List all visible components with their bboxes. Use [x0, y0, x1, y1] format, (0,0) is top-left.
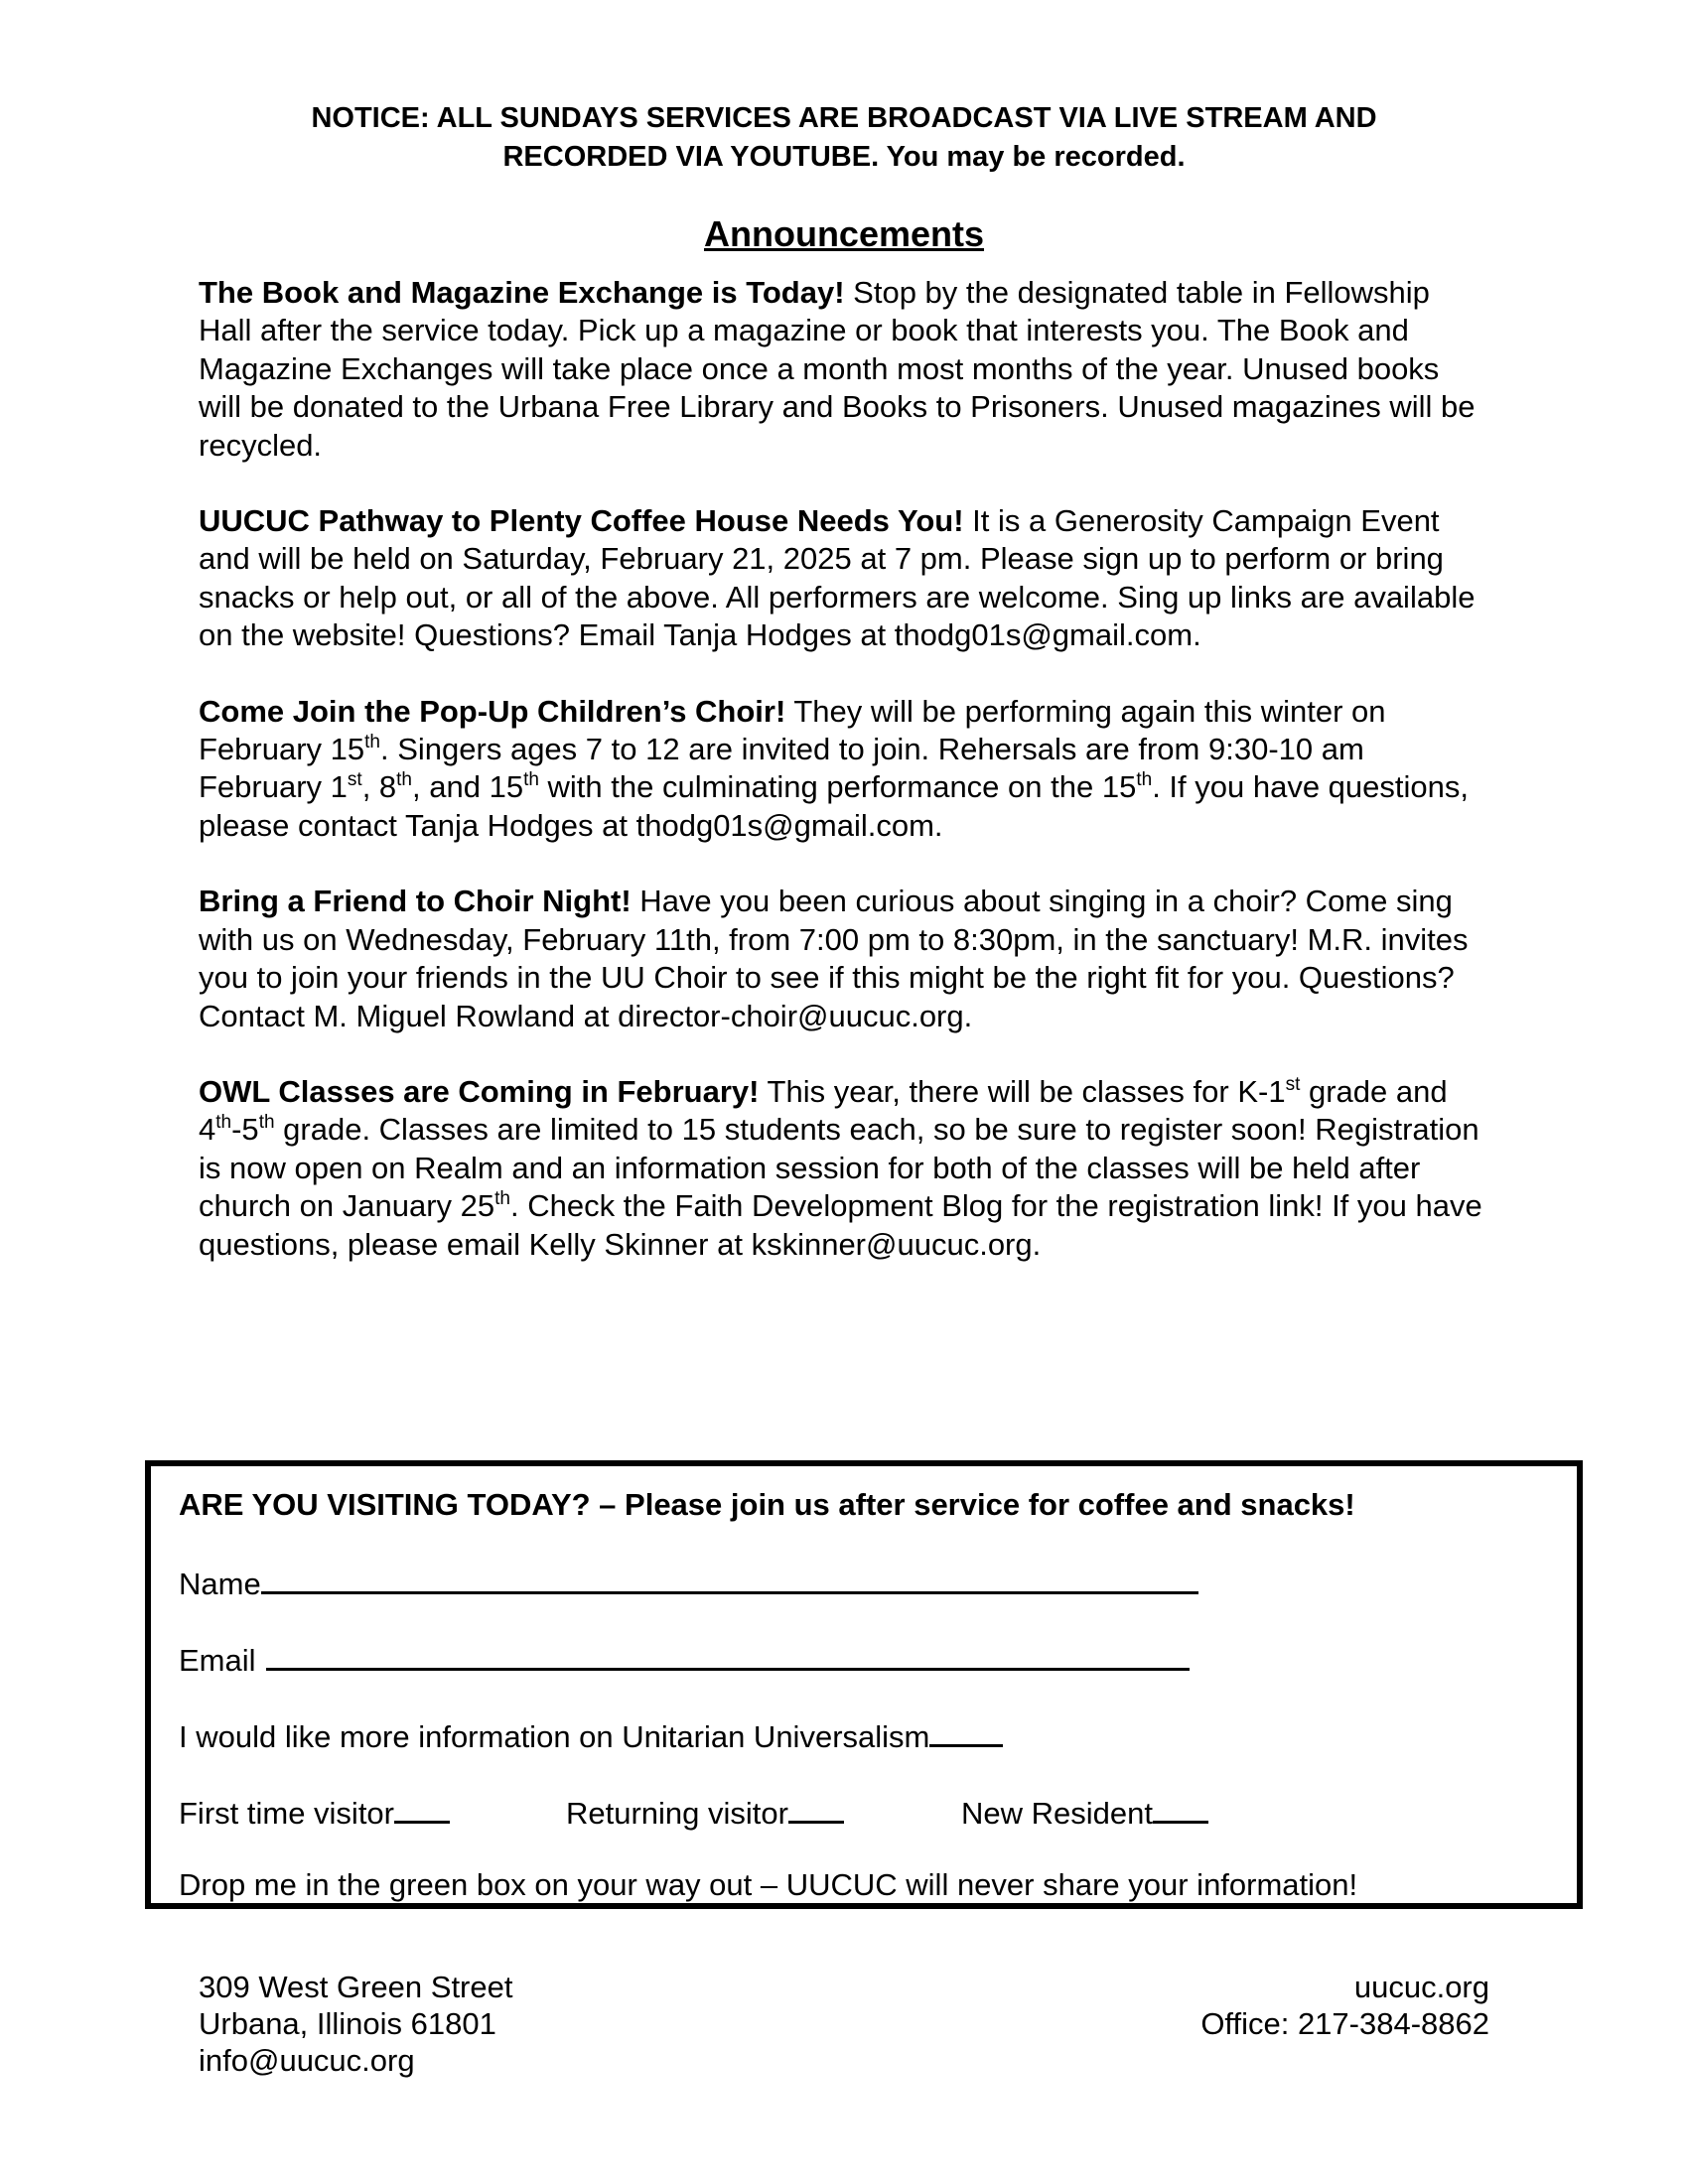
drop-instructions: Drop me in the green box on your way out – UUCUC will never share your information! — [179, 1867, 1358, 1902]
first-time-row — [179, 1791, 450, 1833]
announcement-text: grade and 4 — [199, 1073, 1448, 1148]
announcement-text: This year, there will be classes for K-1 — [759, 1073, 1286, 1109]
page-title: Announcements — [703, 213, 985, 254]
announcement-text: . If you have questions, please contact Tanja Hodges at thodg01s@gmail.com. — [199, 769, 1469, 843]
announcement-childrens-choir — [199, 693, 1489, 846]
address-line-1: 309 West Green Street — [199, 1970, 513, 2004]
info-checkbox-line[interactable] — [929, 1714, 1003, 1747]
announcement-text: , 8 — [361, 769, 397, 805]
notice-line-2: RECORDED VIA YOUTUBE. You may be recorded. — [502, 141, 1186, 173]
footer-email: info@uucuc.org — [199, 2043, 415, 2078]
visitor-form-title: ARE YOU VISITING TODAY? – Please join us after service for coffee and snacks! — [179, 1487, 1355, 1522]
announcement-text: , and 15 — [412, 769, 524, 805]
footer-address — [199, 1969, 512, 2079]
address-line-2: Urbana, Illinois 61801 — [199, 2006, 496, 2041]
new-resident-checkbox-line[interactable] — [1153, 1791, 1208, 1824]
name-label: Name — [179, 1567, 261, 1601]
announcement-title: Bring a Friend to Choir Night! — [199, 884, 632, 919]
announcement-text: . Singers ages 7 to 12 are invited to join. Rehersals are from 9:30-10 am February 1 — [199, 732, 1364, 805]
announcement-text: grade. Classes are limited to 15 students each, so be sure to register soon! Registration is now open on Realm and an information session for both of the classes will be held after church on January 25 — [199, 1112, 1479, 1224]
announcement-text: -5 — [231, 1112, 259, 1148]
ordinal-suffix: th — [215, 1112, 232, 1134]
info-label: I would like more information on Unitarian Universalism — [179, 1719, 930, 1754]
ordinal-suffix: th — [1136, 769, 1153, 791]
ordinal-suffix: th — [523, 769, 539, 791]
email-label: Email — [179, 1643, 256, 1678]
ordinal-suffix: st — [347, 769, 362, 791]
broadcast-notice — [149, 99, 1539, 177]
first-time-label: First time visitor — [179, 1796, 394, 1831]
announcement-book-exchange — [199, 274, 1489, 465]
email-field[interactable] — [266, 1638, 1190, 1671]
name-row — [179, 1562, 1198, 1603]
announcement-body: Have you been curious about singing in a choir? Come sing with us on Wednesday, February 11th, from 7:00 pm to 8:30pm, in the sanctuary! M.R. invites you to join your friends in the UU Choir to see if this might be the right fit for you. Questions? Contact M. Miguel Rowland at director-choir@uucuc.org. — [199, 884, 1469, 1033]
announcement-title: UUCUC Pathway to Plenty Coffee House Needs You! — [199, 503, 964, 539]
announcements-list — [199, 274, 1489, 1301]
announcement-coffee-house — [199, 502, 1489, 655]
footer-contact — [1200, 1969, 1489, 2042]
visitor-form — [145, 1460, 1583, 1909]
ordinal-suffix: th — [396, 769, 413, 791]
returning-row — [566, 1791, 844, 1833]
new-resident-row — [961, 1791, 1208, 1833]
returning-checkbox-line[interactable] — [788, 1791, 844, 1824]
first-time-checkbox-line[interactable] — [394, 1791, 450, 1824]
info-row — [179, 1714, 1003, 1756]
new-resident-label: New Resident — [961, 1796, 1153, 1831]
announcement-title: Come Join the Pop-Up Children’s Choir! — [199, 693, 786, 729]
announcement-text: They will be performing again this winter on February 15 — [199, 693, 1386, 767]
footer-office-phone: Office: 217-384-8862 — [1200, 2006, 1489, 2041]
announcement-body: It is a Generosity Campaign Event and will be held on Saturday, February 21, 2025 at 7 pm. Please sign up to perform or bring snacks or help out, or all of the above. All performers are welcome. Sing up links are available on the website! Questions? Email Tanja Hodges at thodg01s@gmail.com. — [199, 503, 1476, 653]
announcement-body: Stop by the designated table in Fellowship Hall after the service today. Pick up a magazine or book that interests you. The Book and Magazine Exchanges will take place once a month most months of the year. Unused books will be donated to the Urbana Free Library and Books to Prisoners. Unused magazines will be recycled. — [199, 275, 1476, 463]
name-field[interactable] — [261, 1562, 1198, 1594]
footer-website: uucuc.org — [1353, 1970, 1489, 2004]
announcement-owl-classes — [199, 1073, 1489, 1264]
announcement-choir-night — [199, 883, 1489, 1035]
ordinal-suffix: th — [258, 1112, 275, 1134]
announcement-title: The Book and Magazine Exchange is Today! — [199, 275, 845, 310]
announcement-title: OWL Classes are Coming in February! — [199, 1073, 760, 1109]
ordinal-suffix: th — [364, 732, 380, 753]
email-row — [179, 1638, 1190, 1680]
returning-label: Returning visitor — [566, 1796, 788, 1831]
ordinal-suffix: th — [494, 1188, 510, 1210]
announcement-text: . Check the Faith Development Blog for the registration link! If you have questions, please email Kelly Skinner at kskinner@uucuc.org. — [199, 1188, 1482, 1262]
announcement-text: with the culminating performance on the 15 — [538, 769, 1137, 805]
ordinal-suffix: st — [1285, 1073, 1301, 1095]
notice-line-1: NOTICE: ALL SUNDAYS SERVICES ARE BROADCAST VIA LIVE STREAM AND — [311, 102, 1377, 134]
